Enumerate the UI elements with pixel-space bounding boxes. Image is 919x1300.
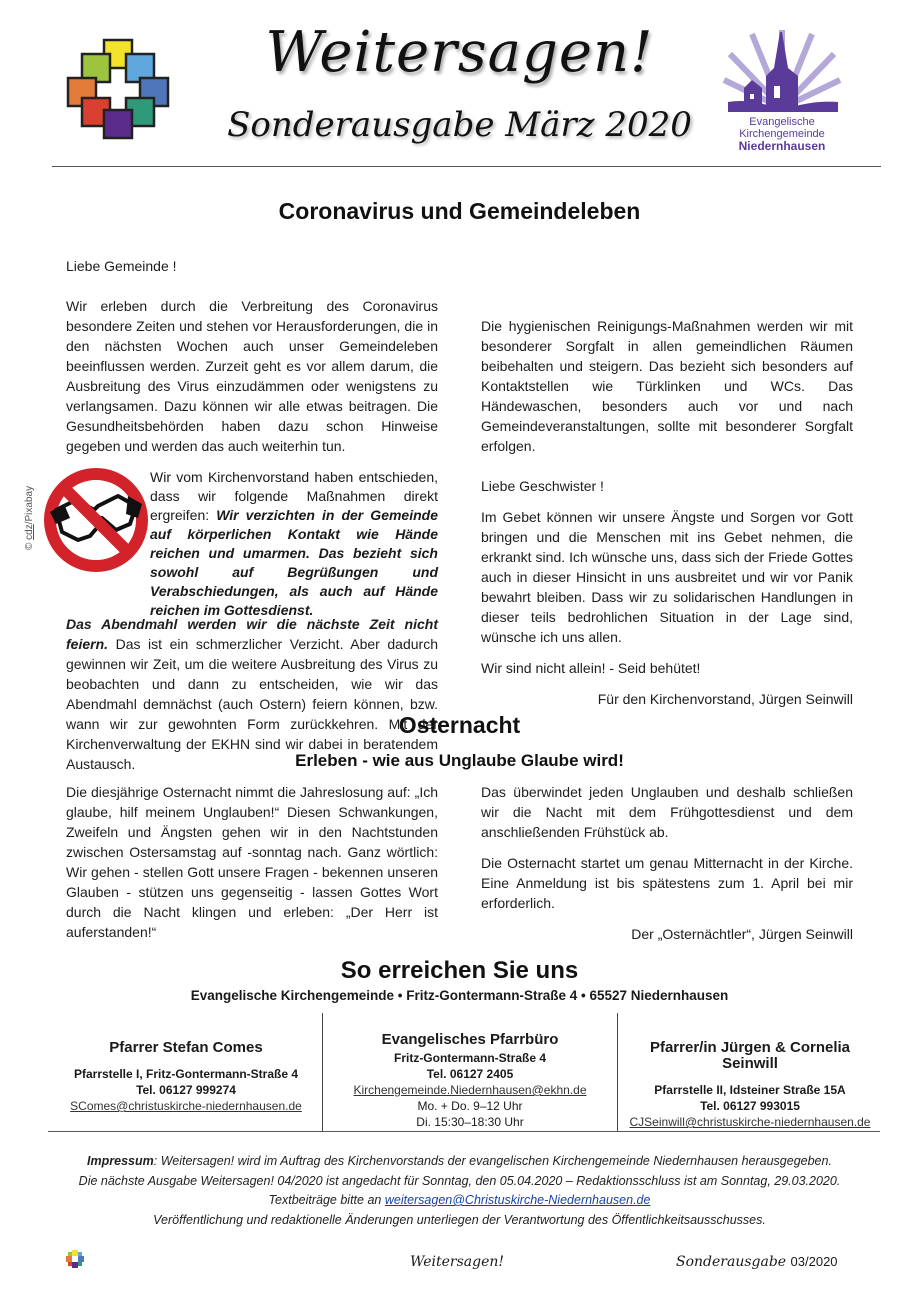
- header-divider: [52, 166, 881, 167]
- greeting: Liebe Gemeinde !: [66, 258, 177, 274]
- paragraph: Wir erleben durch die Verbreitung des Coronavirus besondere Zeiten und stehen vor Herausforderungen, die in den nächsten Wochen auch unser Gemeindeleben beeinflussen werden. Zurzeit geht es vor allem darum, die Ausbreitung des Virus einzudämmen oder wenigstens zu verlangsamen. Dazu können wir alle etwas beitragen. Die Gesundheitsbehörden haben dazu schon Hinweise gegeben und werden das auch weiterhin tun.: [66, 298, 438, 454]
- paragraph: Die diesjährige Osternacht nimmt die Jahreslosung auf: „Ich glaube, hilf meinem Unglauben!“ Diesen Schwankungen, Zweifeln und Ängsten gehen wir in den Nachtstunden zwischen Ostersamstag auf -sonntag nach. Ganz wörtlich: Wir gehen - stellen Gott unsere Fragen - bekennen unseren Glauben - stützen uns gegenseitig - lassen Gottes Wort durch die Nacht klingen und erleben: „Der Herr ist auferstanden!“: [66, 784, 438, 940]
- footer-title: Weitersagen!: [410, 1254, 505, 1270]
- contact-comes: Pfarrer Stefan Comes Pfarrstelle I, Fritz-Gontermann-Straße 4 Tel. 06127 999274 SComes@christuskirche-niedernhausen.de: [52, 1040, 320, 1114]
- email-link[interactable]: CJSeinwill@christuskirche-niedernhausen.de: [629, 1115, 871, 1129]
- impressum: Impressum: Weitersagen! wird im Auftrag des Kirchenvorstands der evangelischen Kirchengemeinde Niedernhausen herausgegeben. Die nächste Ausgabe Weitersagen! 04/2020 ist angedacht für Sonntag, den 05.04.2020 – Redaktionsschluss ist am Sonntag, 29.03.2020. Textbeiträge bitte an weitersagen@Christuskirche-Niedernhausen.de Veröffentlichung und redaktionelle Änderungen unterliegen der Verantwortung des Öffentlichkeitsausschusses.: [78, 1154, 841, 1227]
- contact-title: So erreichen Sie uns: [340, 957, 579, 984]
- email-link[interactable]: Kirchengemeinde.Niedernhausen@ekhn.de: [353, 1083, 587, 1097]
- article-osternacht-col-left: [66, 782, 438, 953]
- article-osternacht-col-right: [481, 782, 853, 955]
- article-corona-col-left: [66, 256, 438, 467]
- church-sunburst-logo-icon: [722, 28, 842, 118]
- masthead-subtitle: Sonderausgabe März 2020: [227, 105, 692, 145]
- paragraph: Die hygienischen Reinigungs-Maßnahmen werden wir mit besonderer Sorgfalt in allen gemeindlichen Räumen beibehalten und steigern. Das bezieht sich besonders auf Kontaktstellen wie Türklinken und WCs. Das Händewaschen, besonders auch vor und nach Gemeindeveranstaltungen, sollte mit besonderer Sorgfalt erfolgen.: [481, 318, 853, 454]
- column-divider: [617, 1013, 618, 1131]
- image-credit: © cdz/Pixabay: [24, 485, 35, 550]
- footer-issue: Sonderausgabe 03/2020: [676, 1254, 838, 1270]
- paragraph: Die Osternacht startet um genau Mitternacht in der Kirche. Eine Anmeldung ist bis spätestens zum 1. April bei mir erforderlich.: [481, 855, 853, 911]
- paragraph: Im Gebet können wir unsere Ängste und Sorgen vor Gott bringen und die Menschen mit ins Gebet nehmen, die erkrankt sind. Ich wünsche uns, dass sich der Friede Gottes auch in dieser Hinsicht in uns ausbreitet und wir vor Panik bewahrt bleiben. Dass wir zu solidarischen Handlungen in dieser teils bedrohlichen Situation in der Lage sind, wünsche ich uns allen.: [481, 509, 853, 645]
- measures-paragraph: Wir vom Kirchenvorstand haben entschieden, dass wir folgende Maßnahmen direkt ergreifen: Wir verzichten in der Gemeinde auf körperlichen Kontakt wie Hände reichen und umarmen. Das bezieht sich sowohl auf Begrüßungen und Verabschiedungen, als auch auf Hände reichen im Gottesdienst.: [150, 469, 438, 618]
- contact-address: Evangelische Kirchengemeinde • Fritz-Gontermann-Straße 4 • 65527 Niedernhausen: [190, 988, 729, 1003]
- small-cross-icon: [66, 1250, 84, 1268]
- paragraph: Wir sind nicht allein! - Seid behütet!: [481, 660, 701, 676]
- email-link[interactable]: SComes@christuskirche-niedernhausen.de: [70, 1099, 302, 1113]
- editorial-email-link[interactable]: weitersagen@Christuskirche-Niedernhausen.de: [384, 1193, 651, 1207]
- signature: Für den Kirchenvorstand, Jürgen Seinwill: [597, 691, 853, 707]
- article-corona-col-right: [481, 316, 853, 720]
- greeting: Liebe Geschwister !: [481, 478, 604, 494]
- no-handshake-icon: [42, 466, 150, 574]
- article-osternacht-subtitle: Erleben - wie aus Unglaube Glaube wird!: [295, 751, 624, 770]
- paragraph: Das überwindet jeden Unglauben und deshalb schließen wir die Nacht mit dem Frühgottesdienst und dem anschließenden Frühstück ab.: [481, 784, 853, 840]
- article-corona-title: Coronavirus und Gemeindeleben: [278, 198, 641, 224]
- contact-pfarrbuero: Evangelisches Pfarrbüro Fritz-Gontermann-Straße 4 Tel. 06127 2405 Kirchengemeinde.Niedernhausen@ekhn.de Mo. + Do. 9–12 Uhr Di. 15:30–18:30 Uhr: [325, 1032, 615, 1130]
- column-divider: [322, 1013, 323, 1131]
- abendmahl-paragraph: Das Abendmahl werden wir die nächste Zeit nicht feiern. Das ist ein schmerzlicher Verzicht. Aber dadurch gewinnen wir Zeit, um die weitere Ausbreitung des Virus zu beobachten und dann zu entscheiden, wie wir das Abendmahl demnächst (auch Ostern) feiern können, bzw. wann wir zur gewohnten Form zurückkehren. Mit der Kirchenverwaltung der EKHN sind wir dabei in beratendem Austausch.: [66, 616, 438, 772]
- contact-bottom-rule: [48, 1131, 880, 1132]
- masthead-title: Weitersagen!: [265, 20, 654, 85]
- church-logo-text: Evangelische Kirchengemeinde Niedernhausen: [738, 116, 826, 153]
- signature: Der „Osternächtler“, Jürgen Seinwill: [631, 926, 853, 942]
- article-osternacht-title: Osternacht: [398, 712, 521, 738]
- contact-seinwill: Pfarrer/in Jürgen & Cornelia Seinwill Pfarrstelle II, Idsteiner Straße 15A Tel. 06127 993015 CJSeinwill@christuskirche-niedernhausen.de: [620, 1040, 880, 1130]
